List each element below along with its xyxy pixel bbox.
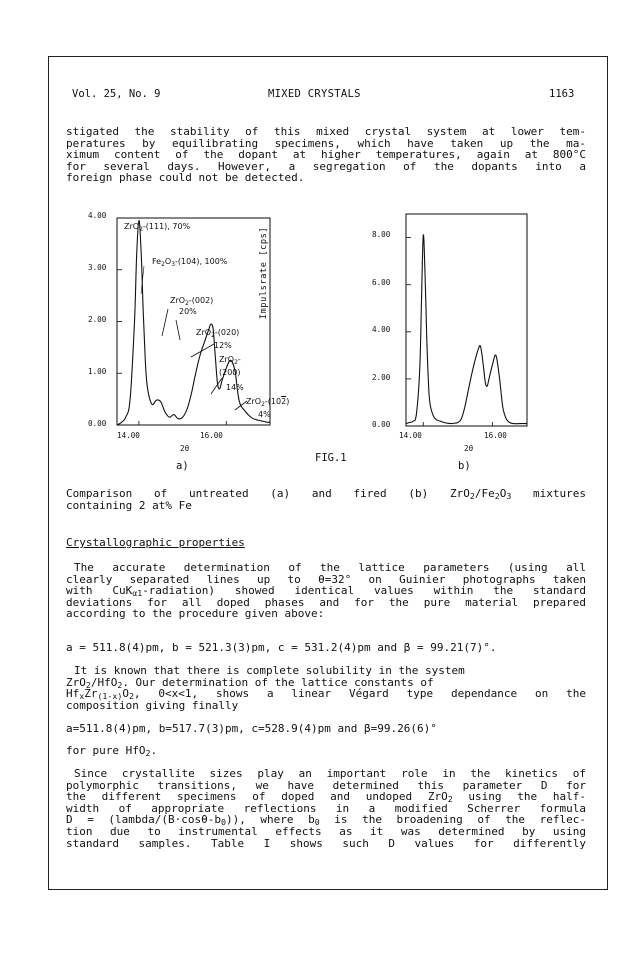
lattice-equation-zro2: a = 511.8(4)pm, b = 521.3(3)pm, c = 531.2(4)pm and β = 99.21(7)°. (66, 641, 497, 654)
leader-line (162, 309, 168, 336)
text-line: The accurate determination of the lattice parameters (using all (74, 561, 586, 574)
panel-a-ticks (117, 218, 226, 425)
text-line: the different specimens of doped and undoped ZrO$_2$ using the half- (66, 790, 586, 805)
text-line: stigated the stability of this mixed crystal system at lower tem- (66, 125, 586, 138)
text-line: standard samples. Table I shows such D values for differently (66, 836, 586, 850)
paragraph-solubility (66, 665, 586, 711)
peak-annotation-zro2-200: ZrO$_2$- (219, 355, 241, 366)
peak-annotation-fe2o3-104: $Fe_2O_3-(104)$, 100% (152, 257, 228, 268)
y-tick-label: 4.00 (372, 325, 391, 334)
text-line: composition giving finally (66, 698, 239, 712)
text-line: Comparison of untreated (a) and fired (b) $ZrO_2/Fe_2O_3$ mixtures (66, 487, 587, 501)
x-axis-title: 2θ (180, 444, 190, 453)
text-line: with CuK$_{\alpha 1}$-radiation) showed identical values within the standard (66, 584, 586, 599)
y-tick-label: 8.00 (372, 230, 391, 239)
running-title: MIXED CRYSTALS (268, 88, 361, 100)
leader-line (176, 320, 180, 340)
for-pure-hfo2: for pure HfO$_2$. (66, 744, 158, 758)
y-tick-label: 1.00 (88, 367, 107, 376)
text-line: $Hf_xZr_{(1-x)}O_2$, 0<x<1, shows a linear Végard type dependance on the (66, 687, 586, 702)
peak-annotation-zro2-020: ZrO$_2$-(020) (196, 328, 240, 339)
y-tick-label: 0.00 (88, 419, 107, 428)
y-axis-title: Impulsrate [cps] (259, 226, 270, 320)
y-tick-label: 0.00 (372, 420, 391, 429)
panel-a-label: a) (176, 460, 189, 472)
panel-a-frame (117, 218, 270, 425)
peak-annotation-zro2-002: ZrO$_2$-(002) (170, 296, 214, 307)
y-tick-label: 2.00 (372, 373, 391, 382)
leader-line (191, 344, 214, 357)
text-line: polymorphic transitions, we have determined this parameter D for (66, 778, 586, 792)
text-line: Since crystallite sizes play an important role in the kinetics of (74, 767, 586, 780)
peak-annotation-zro2-111: ZrO$_2$-(111), 70% (124, 222, 191, 233)
journal-volume: Vol. 25, No. 9 (72, 88, 161, 100)
x-tick-label: 16.00 (200, 431, 223, 440)
y-tick-label: 3.00 (88, 263, 107, 272)
figure-caption (66, 488, 586, 511)
panel-b-label: b) (458, 460, 471, 472)
peak-annotation-pct: 12% (214, 341, 232, 350)
text-line: foreign phase could not be detected. (66, 171, 305, 185)
section-title: Crystallographic properties (66, 536, 245, 549)
y-tick-label: 4.00 (88, 211, 107, 220)
paragraph-crystallite-size (66, 768, 586, 849)
text-line: $D = (lambda/(B\cdot\cos\theta-b_0))$, where $b_0$ is the broadening of the reflec- (66, 813, 586, 828)
text-line: tion due to instrumental effects as it was determined by using (66, 824, 586, 838)
text-line: ximum content of the dopant at higher temperatures, again at 800°C (66, 148, 586, 162)
x-axis-title: 2θ (464, 444, 474, 453)
y-tick-label: 6.00 (372, 278, 391, 287)
panel-b-ticks (406, 238, 492, 426)
text-line: width of appropriate reflections in a modified Scherrer formula (66, 801, 586, 815)
page-number: 1163 (549, 88, 575, 100)
peak-annotation-pct: 20% (179, 307, 197, 316)
figure-label: FIG.1 (315, 452, 347, 464)
text-line: clearly separated lines up to θ=32° on Guinier photographs taken (66, 572, 586, 586)
y-tick-label: 2.00 (88, 315, 107, 324)
text-line: for several days. However, a segregation of the dopants into a (66, 159, 586, 173)
text-line: ZrO$_2$/HfO$_2$. Our determination of the lattice constants of (66, 675, 434, 690)
text-line: according to the procedure given above: (66, 607, 325, 621)
peak-annotation-pct: 14% (226, 383, 244, 392)
x-tick-label: 14.00 (399, 431, 422, 440)
x-tick-label: 16.00 (484, 431, 507, 440)
text-line: containing 2 at% Fe (66, 498, 192, 512)
x-tick-label: 14.00 (117, 431, 140, 440)
peak-annotation-pct: 4% (258, 410, 271, 419)
peak-annotation-hkl: (200) (219, 368, 241, 377)
paragraph-lattice-parameters (66, 562, 586, 620)
text-line: deviations for all doped phases and for the pure material prepared (66, 595, 586, 609)
panel-b-diffraction-curve (406, 235, 527, 424)
text-line: It is known that there is complete solubility in the system (74, 664, 465, 677)
peak-annotation-zro2-102: ZrO$_2$-(102) (246, 397, 290, 408)
lattice-equation-hfo2: a=511.8(4)pm, b=517.7(3)pm, c=528.9(4)pm and β=99.26(6)° (66, 722, 437, 735)
panel-a-diffraction-curve (117, 221, 270, 425)
text-line: peratures by equilibrating specimens, which have taken up the ma- (66, 136, 586, 150)
